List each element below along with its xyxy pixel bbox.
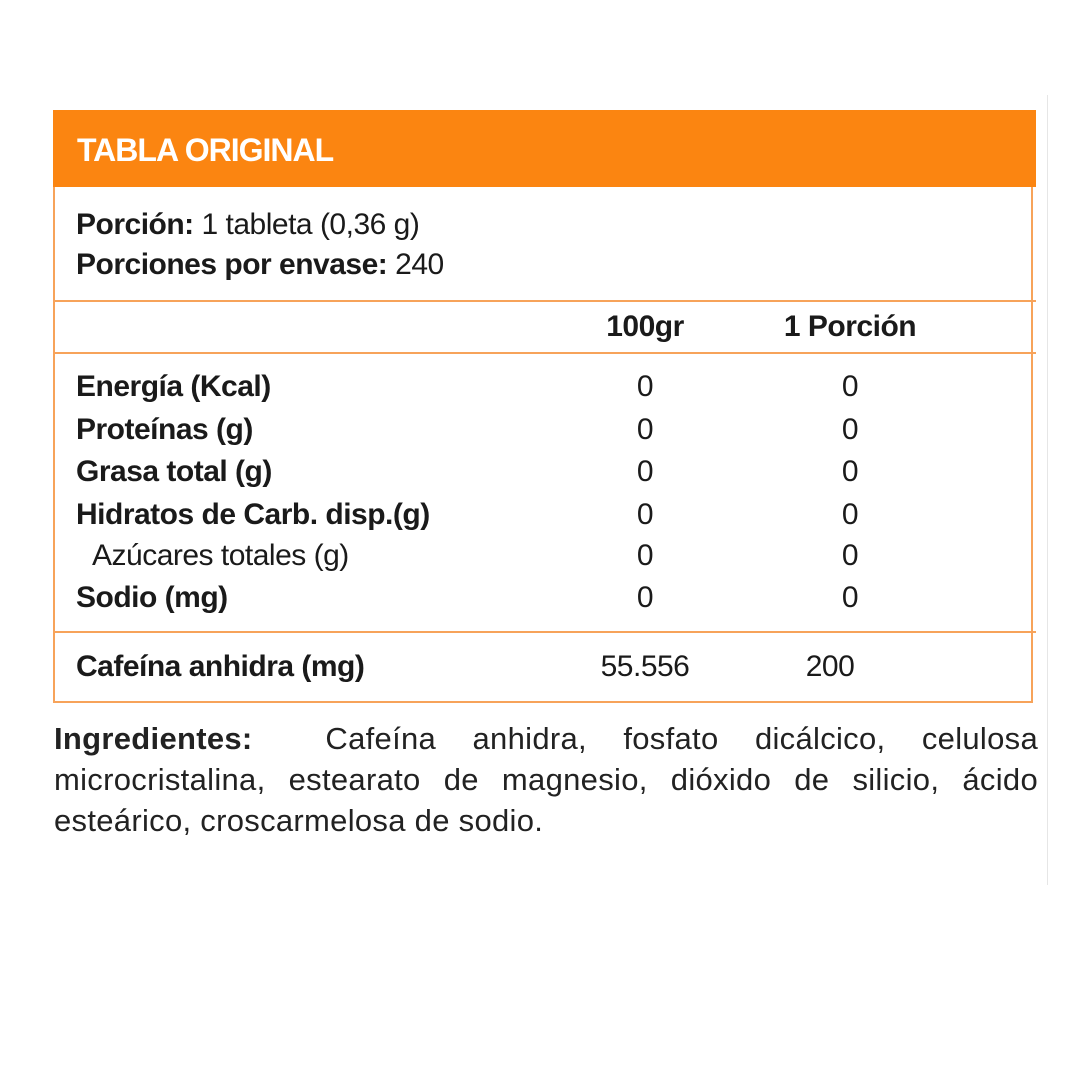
portion-line <box>76 208 419 242</box>
nutrient-value-portion: 0 <box>841 455 859 488</box>
portion-label: Porción: <box>76 208 194 241</box>
ingredients-list: Cafeína anhidra, fosfato dicálcico, celulosa microcristalina, estearato de magnesio, dióxido de silicio, ácido esteárico, croscarmelosa de sodio. <box>54 721 1038 838</box>
servings-value: 240 <box>395 248 444 281</box>
caffeine-portion: 200 <box>805 650 855 683</box>
divider <box>53 631 1036 633</box>
column-header-portion: 1 Porción <box>783 310 917 343</box>
nutrient-name: Energía (Kcal) <box>76 370 271 403</box>
page-edge-line <box>1047 95 1048 885</box>
servings-line <box>76 248 444 282</box>
nutrient-value-portion: 0 <box>841 413 859 446</box>
table-title: TABLA ORIGINAL <box>77 132 334 168</box>
caffeine-name: Cafeína anhidra (mg) <box>76 650 365 683</box>
table-header <box>53 110 1036 187</box>
divider <box>53 352 1036 354</box>
nutrient-value-100gr: 0 <box>636 581 654 614</box>
column-header-100gr: 100gr <box>606 310 684 343</box>
nutrient-value-portion: 0 <box>841 498 859 531</box>
ingredients-label: Ingredientes: <box>54 721 253 756</box>
nutrient-name: Azúcares totales (g) <box>92 539 349 572</box>
portion-value: 1 tableta (0,36 g) <box>201 208 420 241</box>
nutrient-value-portion: 0 <box>841 539 859 572</box>
nutrient-value-portion: 0 <box>841 370 859 403</box>
nutrient-value-100gr: 0 <box>636 413 654 446</box>
nutrient-value-100gr: 0 <box>636 539 654 572</box>
nutrient-value-portion: 0 <box>841 581 859 614</box>
nutrient-name: Grasa total (g) <box>76 455 272 488</box>
nutrient-name: Sodio (mg) <box>76 581 228 614</box>
nutrient-name: Hidratos de Carb. disp.(g) <box>76 498 430 531</box>
nutrient-name: Proteínas (g) <box>76 413 253 446</box>
nutrient-value-100gr: 0 <box>636 370 654 403</box>
nutrient-value-100gr: 0 <box>636 455 654 488</box>
nutrient-value-100gr: 0 <box>636 498 654 531</box>
divider <box>53 300 1036 302</box>
caffeine-100gr: 55.556 <box>600 650 690 683</box>
servings-label: Porciones por envase: <box>76 248 388 281</box>
ingredients-text <box>54 718 1038 841</box>
